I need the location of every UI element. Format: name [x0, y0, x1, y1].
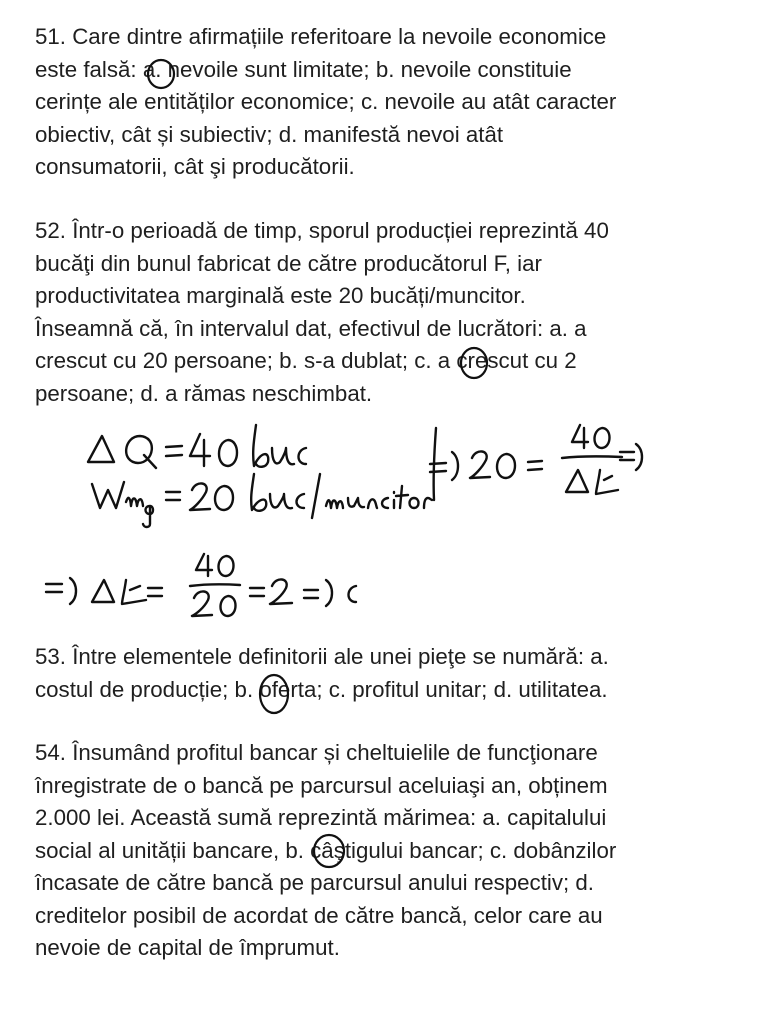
question-line: consumatorii, cât şi producătorii. [35, 154, 355, 179]
question-line: Înseamnă că, în intervalul dat, efectivul de lucrători: a. a [35, 315, 587, 341]
question-line: obiectiv, cât și subiectiv; d. manifestă nevoi atât [35, 121, 504, 147]
question-line: productivitatea marginală este 20 bucăți/muncitor. [35, 283, 526, 308]
question-line: bucăţi din bunul fabricat de către producătorul F, iar [35, 250, 542, 276]
question-line: persoane; d. a rămas neschimbat. [35, 380, 373, 406]
question-line: încasate de către bancă pe parcursul anului respectiv; d. [35, 870, 594, 895]
question-line: creditelor posibil de acordat de către bancă, celor care au [35, 902, 603, 928]
question-line: 53. Între elementele definitorii ale unei pieţe se numără: a. [35, 644, 609, 669]
question-line: 51. Care dintre afirmațiile referitoare la nevoile economice [35, 24, 607, 49]
answer-circle-mark [311, 832, 351, 872]
handwritten-solution [0, 410, 768, 630]
answer-circle-mark [457, 345, 497, 381]
question-line: social al unității bancare, b. câştigului bancar; c. dobânzilor [35, 837, 617, 863]
handwriting-line-4 [46, 554, 356, 616]
question-52 [35, 215, 735, 410]
handwriting-line-3 [430, 425, 642, 500]
question-line: cerințe ale entităților economice; c. nevoile au atât caracter [35, 89, 617, 114]
handwriting-line-1 [88, 425, 306, 468]
question-line: 2.000 lei. Această sumă reprezintă mărimea: a. capitalului [35, 805, 607, 830]
question-line: 52. Într-o perioadă de timp, sporul producției reprezintă 40 [35, 218, 609, 243]
question-line: costul de producție; b. oferta; c. profitul unitar; d. utilitatea. [35, 676, 608, 702]
question-54 [35, 737, 735, 965]
question-line: nevoie de capital de împrumut. [35, 935, 340, 960]
handwriting-line-2 [92, 474, 432, 527]
answer-circle-mark [145, 56, 185, 92]
question-line: crescut cu 20 persoane; b. s-a dublat; c. a crescut cu 2 [35, 348, 577, 373]
answer-circle-mark [257, 672, 297, 716]
question-line: înregistrate de o bancă pe parcursul aceluiaşi an, obținem [35, 772, 608, 798]
question-51 [35, 21, 735, 184]
question-line: este falsă: a. nevoile sunt limitate; b. nevoile constituie [35, 56, 572, 82]
question-line: 54. Însumând profitul bancar și cheltuielile de funcţionare [35, 740, 598, 765]
question-53 [35, 641, 735, 706]
